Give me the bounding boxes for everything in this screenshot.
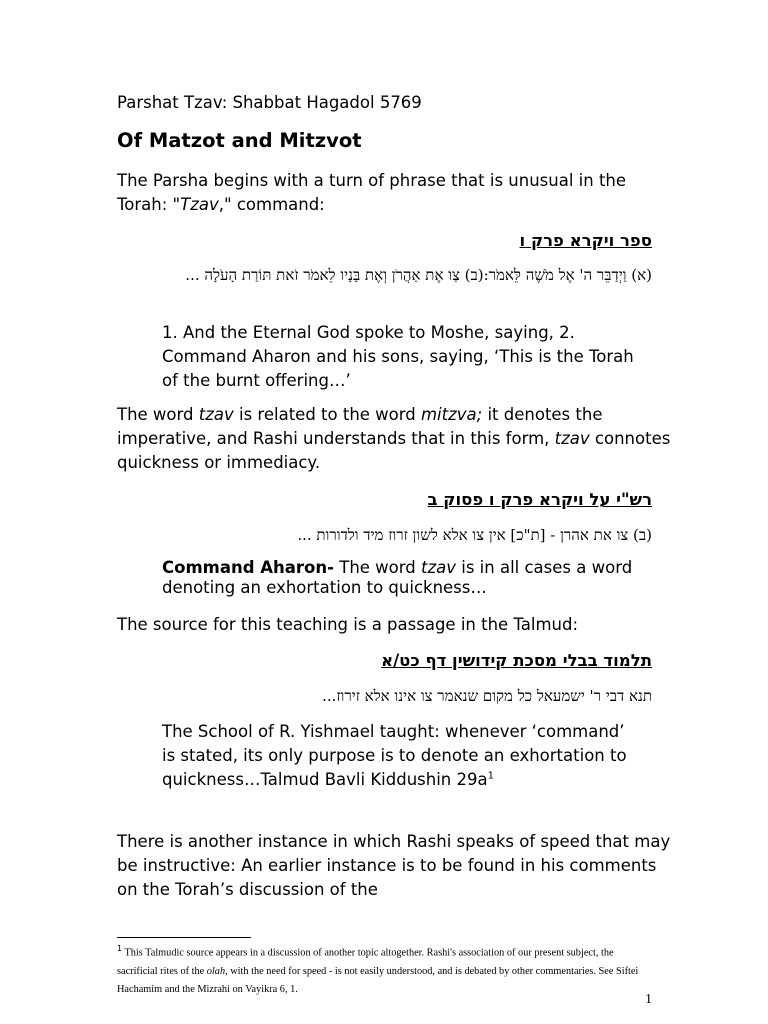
source1-hebrew: (א) וַיְדַבֵּר ה' אֶל מֹשֶׁה לֵּאמֹר:(ב) צַו אֶת אַהֲרֹן וְאֶת בָּנָיו לֵאמֹר זֹאת תּוֹרַת הָעֹלָה ...	[185, 266, 652, 284]
word-text-3: it denotes the imperative, and Rashi understands that in this form,	[117, 405, 603, 448]
page-header: Parshat Tzav: Shabbat Hagadol 5769	[117, 93, 422, 112]
source3-translation	[162, 720, 642, 792]
source3-title: תלמוד בבלי מסכת קידושין דף כט/א	[381, 651, 652, 670]
footnote-text-1: This Talmudic source appears in a discussion of another topic altogether. Rashi's association of our present subject, the sacrificial rites of the	[117, 947, 614, 977]
word-em-1: tzav	[198, 405, 234, 424]
source2-emphasis: tzav	[420, 558, 456, 577]
word-text-1: The word	[117, 405, 199, 424]
rashi-speed-paragraph: There is another instance in which Rashi speaks of speed that may be instructive: An earlier instance is to be found in his comments on the Torah’s discussion of the	[117, 832, 671, 899]
source2-hebrew: (ב) צו את אהרן - [ת"כ] אין צו אלא לשון זרוז מיד ולדורות ...	[297, 526, 652, 544]
source2-translation	[162, 558, 642, 598]
source2-text-2: is in all cases a word denoting an exhortation to quickness…	[162, 558, 633, 597]
source2-title: רש"י על ויקרא פרק ו פסוק ב	[427, 490, 652, 509]
word-text-2: is related to the word	[233, 405, 421, 424]
source2-text-1: The word	[334, 558, 421, 577]
intro-text-before: The Parsha begins with a turn of phrase that is unusual in the Torah: "	[117, 171, 627, 214]
source2-bold-lemma: Command Aharon-	[162, 558, 334, 577]
footnote-separator	[117, 937, 251, 938]
footnote-emphasis: olah,	[206, 965, 228, 977]
page-number: 1	[645, 992, 652, 1007]
tzav-explanation-paragraph	[117, 403, 677, 475]
source1-title: ספר ויקרא פרק ו	[519, 231, 652, 250]
source3-hebrew: תנא דבי ר' ישמעאל כל מקום שנאמר צו אינו אלא זירוז...	[322, 687, 652, 705]
footnote	[117, 940, 655, 1000]
footnote-mark: 1	[117, 944, 123, 953]
source1-translation: 1. And the Eternal God spoke to Moshe, saying, 2. Command Aharon and his sons, saying, ‘This is the Torah of the burnt offering…’	[162, 323, 634, 390]
talmud-intro-paragraph: The source for this teaching is a passage in the Talmud:	[117, 615, 579, 634]
intro-text-after: ," command:	[218, 195, 325, 214]
footnote-text-2: with the need for speed - is not easily understood, and is debated by other commentaries. See Siftei Hachamim and the Mizrahi on Vayikra 6, 1.	[117, 965, 639, 996]
source3-translation-text: The School of R. Yishmael taught: whenever ‘command’ is stated, its only purpose is to denote an exhortation to quickness…Talmud Bavli Kiddushin 29a	[162, 722, 627, 789]
word-em-3: tzav	[554, 429, 590, 448]
intro-emphasis: Tzav	[180, 195, 219, 214]
intro-paragraph	[117, 169, 677, 217]
word-em-2: mitzva;	[420, 405, 483, 424]
document-title: Of Matzot and Mitzvot	[117, 129, 362, 152]
footnote-reference[interactable]: 1	[487, 770, 494, 782]
word-text-4: connotes quickness or immediacy.	[117, 429, 671, 472]
